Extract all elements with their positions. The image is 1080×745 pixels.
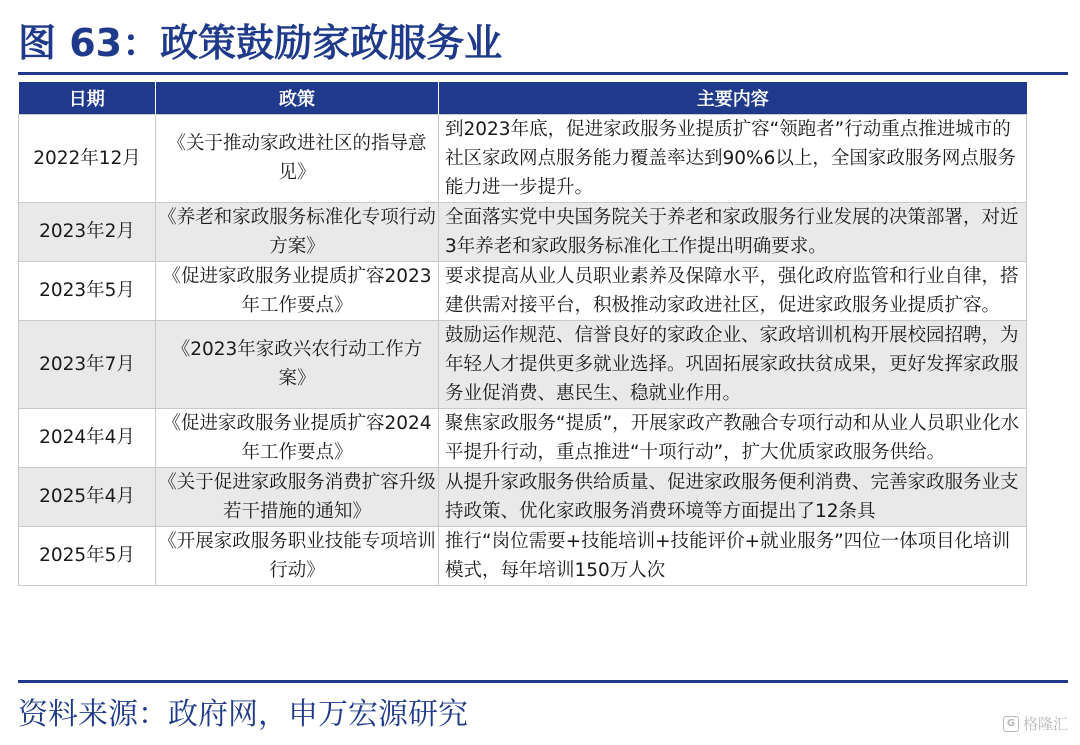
- row-policy: 《养老和家政服务标准化专项行动方案》: [156, 202, 439, 261]
- row-policy: 《2023年家政兴农行动工作方案》: [156, 320, 439, 408]
- header-content: 主要内容: [439, 82, 1027, 114]
- gelonghui-logo-icon: G: [1003, 716, 1019, 732]
- row-content: 到2023年底，促进家政服务业提质扩容“领跑者”行动重点推进城市的社区家政网点服务能力覆盖率达到90%6以上，全国家政服务网点服务能力进一步提升。: [439, 114, 1027, 202]
- row-content: 鼓励运作规范、信誉良好的家政企业、家政培训机构开展校园招聘，为年轻人才提供更多就业选择。巩固拓展家政扶贫成果，更好发挥家政服务业促消费、惠民生、稳就业作用。: [439, 320, 1027, 408]
- row-content: 全面落实党中央国务院关于养老和家政服务行业发展的决策部署，对近3年养老和家政服务标准化工作提出明确要求。: [439, 202, 1027, 261]
- row-content: 推行“岗位需要+技能培训+技能评价+就业服务”四位一体项目化培训模式，每年培训150万人次: [439, 526, 1027, 585]
- header-date: 日期: [19, 82, 156, 114]
- table-row: [19, 408, 1027, 467]
- watermark-text: 格隆汇: [1022, 715, 1068, 733]
- table-header-row: [19, 82, 1027, 114]
- title-divider: [18, 72, 1068, 75]
- row-content: 要求提高从业人员职业素养及保障水平，强化政府监管和行业自律，搭建供需对接平台，积极推动家政进社区，促进家政服务业提质扩容。: [439, 261, 1027, 320]
- header-policy: 政策: [156, 82, 439, 114]
- table-row: [19, 202, 1027, 261]
- table-row: [19, 261, 1027, 320]
- row-date: 2025年5月: [19, 526, 156, 585]
- policy-table: [18, 82, 1027, 586]
- figure-title: 图 63：政策鼓励家政服务业: [18, 21, 503, 65]
- row-date: 2025年4月: [19, 467, 156, 526]
- row-policy: 《促进家政服务业提质扩容2024年工作要点》: [156, 408, 439, 467]
- row-date: 2023年5月: [19, 261, 156, 320]
- table-row: [19, 114, 1027, 202]
- footer-divider: [18, 680, 1068, 683]
- table-row: [19, 467, 1027, 526]
- row-date: 2022年12月: [19, 114, 156, 202]
- row-policy: 《关于推动家政进社区的指导意见》: [156, 114, 439, 202]
- row-date: 2024年4月: [19, 408, 156, 467]
- source-note: 资料来源：政府网，申万宏源研究: [18, 697, 468, 732]
- watermark: [1003, 713, 1068, 734]
- row-policy: 《促进家政服务业提质扩容2023年工作要点》: [156, 261, 439, 320]
- row-policy: 《关于促进家政服务消费扩容升级若干措施的通知》: [156, 467, 439, 526]
- row-content: 聚焦家政服务“提质”，开展家政产教融合专项行动和从业人员职业化水平提升行动，重点推进“十项行动”，扩大优质家政服务供给。: [439, 408, 1027, 467]
- table-row: [19, 320, 1027, 408]
- row-date: 2023年7月: [19, 320, 156, 408]
- row-policy: 《开展家政服务职业技能专项培训行动》: [156, 526, 439, 585]
- row-content: 从提升家政服务供给质量、促进家政服务便利消费、完善家政服务业支持政策、优化家政服务消费环境等方面提出了12条具: [439, 467, 1027, 526]
- row-date: 2023年2月: [19, 202, 156, 261]
- table-row: [19, 526, 1027, 585]
